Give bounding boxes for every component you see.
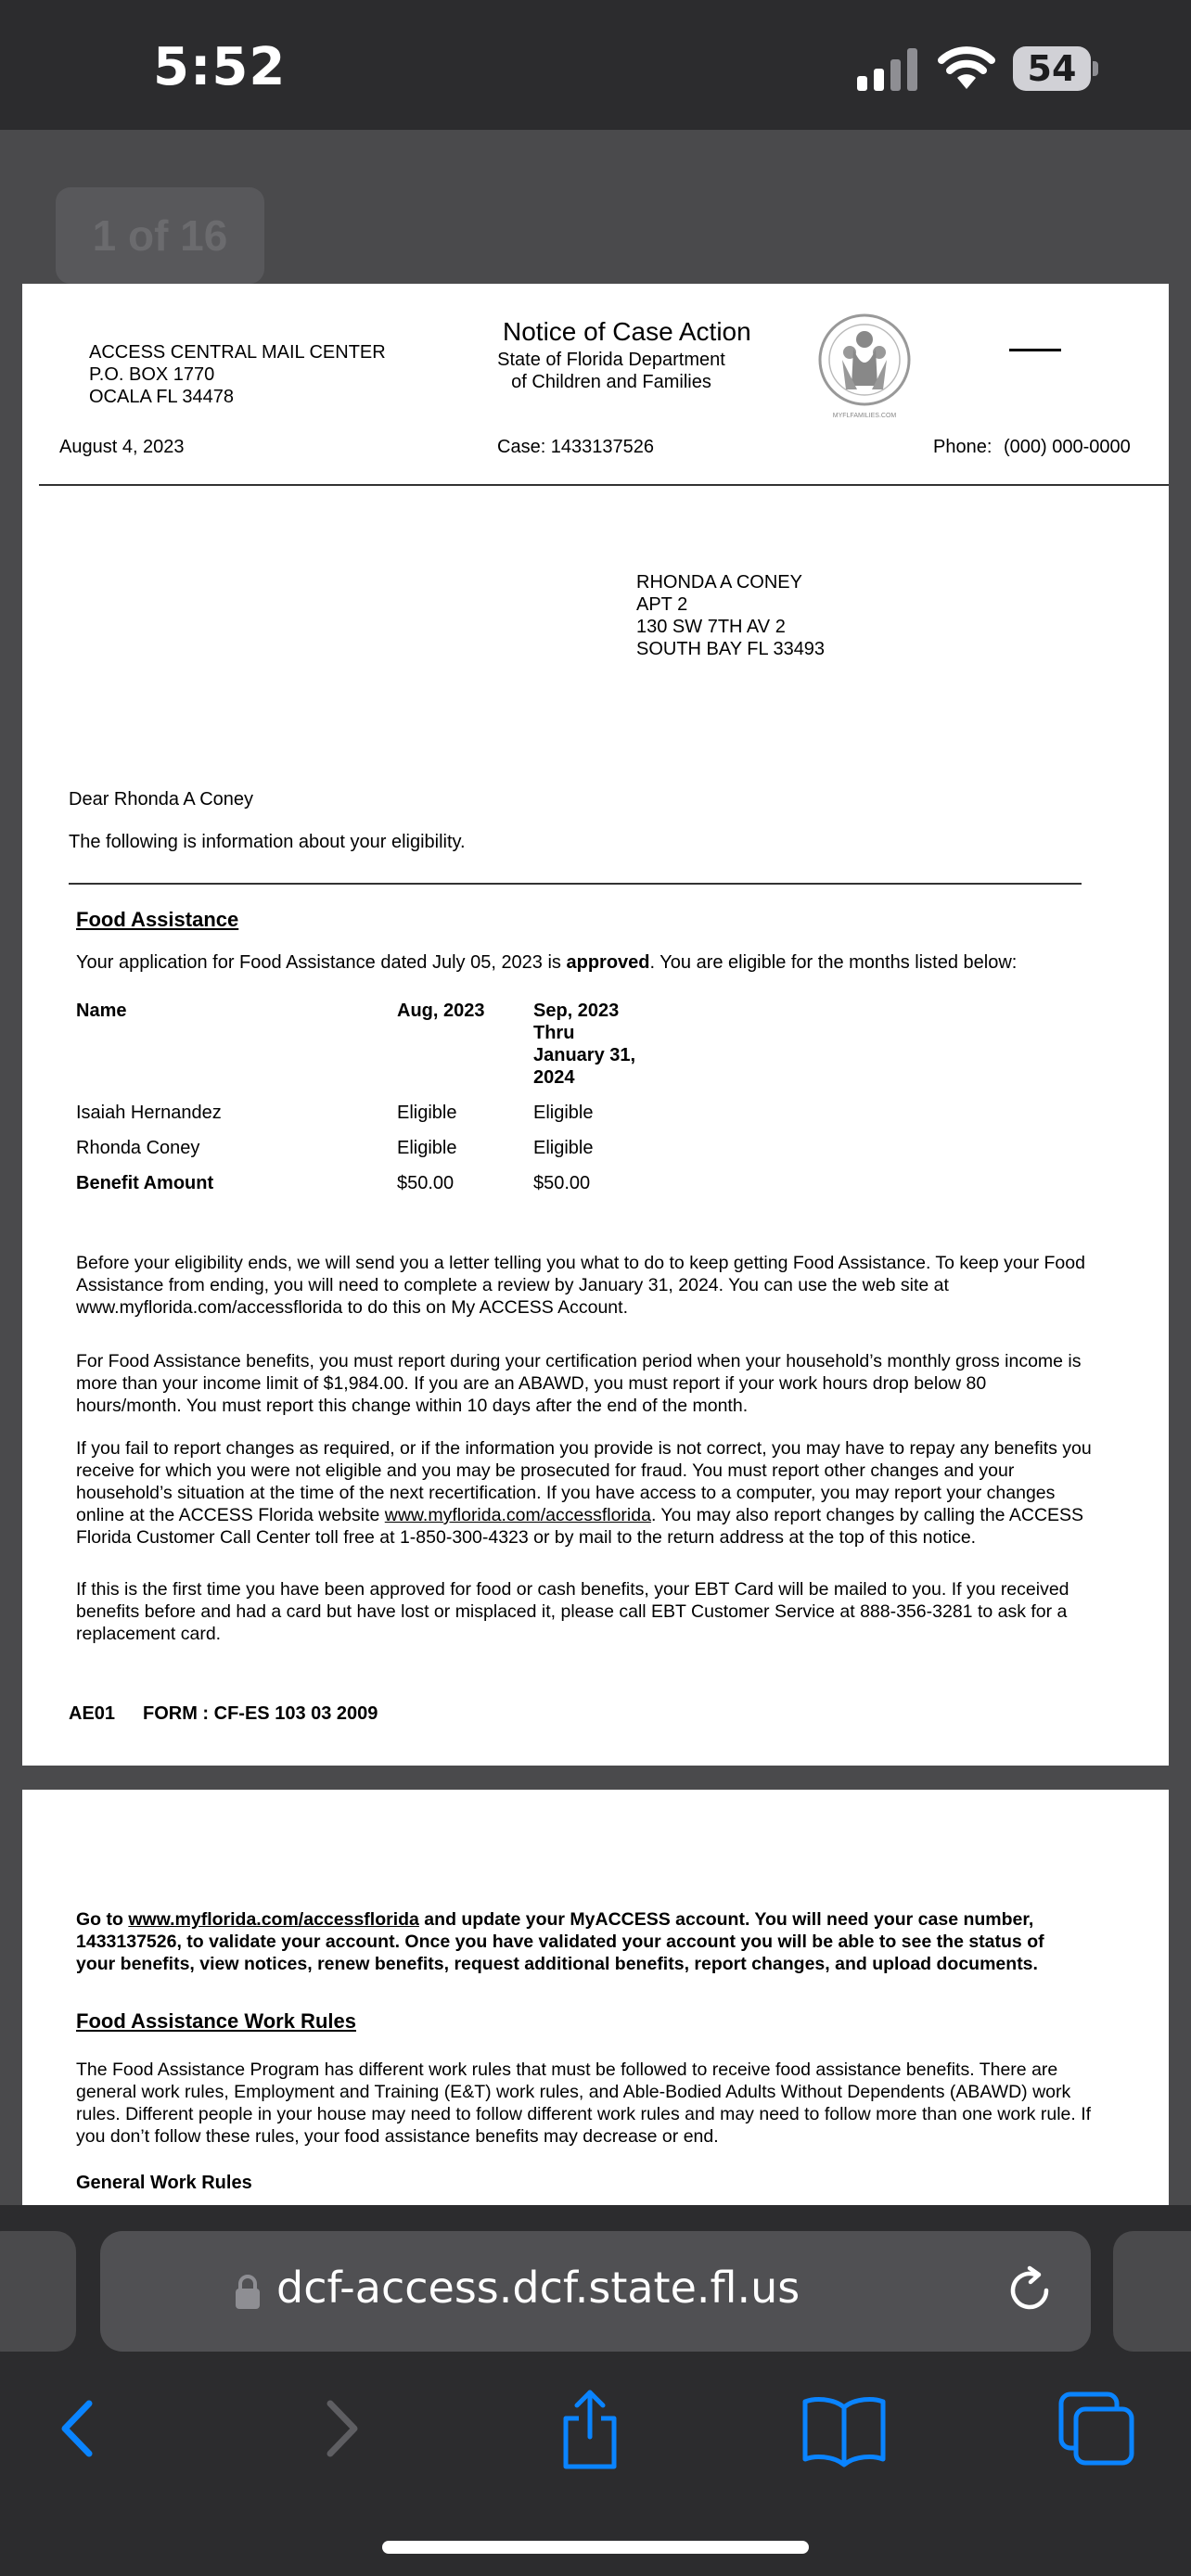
status-bar	[0, 0, 1191, 130]
back-icon[interactable]	[33, 2387, 126, 2470]
battery-icon	[1013, 46, 1098, 91]
notice-date: August 4, 2023	[59, 437, 185, 457]
review-paragraph: Before your eligibility ends, we will send you a letter telling you what to do to keep getting Food Assistance. To keep your Food Assistance from ending, you will need to complete a review by January 31, 2024. You can use the web site at www.myflorida.com/accessflorida to do this on My ACCESS Account.	[76, 1253, 1085, 1318]
table-row-2-sep: Eligible	[533, 1138, 594, 1158]
reporting-paragraph: For Food Assistance benefits, you must report during your certification period when your household’s monthly gross income is more than your income limit of $1,984.00. If you are an ABAWD, you must report if your work hours drop below 80 hours/month. You must report this change within 10 days after the end of the month.	[76, 1351, 1082, 1416]
battery-level: 54	[1013, 46, 1091, 91]
table-header-jan: January 31,	[533, 1045, 636, 1065]
table-header-sep: Sep, 2023	[533, 1001, 620, 1021]
notice-title: Notice of Case Action	[503, 317, 751, 346]
footer-code: AE01	[69, 1703, 116, 1724]
table-row-2-name: Rhonda Coney	[76, 1138, 200, 1158]
sender-line-3: OCALA FL 34478	[89, 387, 235, 407]
accessflorida-link-2[interactable]: www.myflorida.com/accessflorida	[128, 1909, 419, 1930]
table-header-thru: Thru	[533, 1023, 575, 1043]
recipient-line-3: 130 SW 7TH AV 2	[636, 617, 786, 637]
table-header-name: Name	[76, 1001, 127, 1021]
table-row-benefit-aug: $50.00	[397, 1173, 455, 1193]
table-row-2-aug: Eligible	[397, 1138, 457, 1158]
tabs-icon[interactable]	[1050, 2387, 1143, 2470]
agency-line-2: of Children and Families	[511, 372, 711, 392]
bookmarks-icon[interactable]	[798, 2387, 890, 2470]
reload-icon[interactable]	[1002, 2263, 1057, 2318]
sender-line-1: ACCESS CENTRAL MAIL CENTER	[89, 342, 386, 363]
section-title-food-assistance: Food Assistance	[76, 908, 239, 931]
document-viewer[interactable]	[0, 130, 1191, 2205]
seal-text: MYFLFAMILIES.COM	[832, 413, 897, 419]
case-number: Case: 1433137526	[497, 437, 655, 457]
share-icon[interactable]	[544, 2387, 636, 2470]
section-title-work-rules: Food Assistance Work Rules	[76, 2009, 356, 2033]
next-tab-preview[interactable]	[1113, 2231, 1191, 2352]
document-page-2	[22, 1790, 1169, 2205]
section-rule	[69, 883, 1082, 885]
home-indicator[interactable]	[382, 2541, 809, 2554]
phone-label: Phone:	[933, 437, 992, 457]
previous-tab-preview[interactable]	[0, 2231, 76, 2352]
url-text[interactable]: dcf-access.dcf.state.fl.us	[276, 2263, 800, 2313]
general-work-rules-title: General Work Rules	[76, 2173, 252, 2193]
header-dash	[1009, 349, 1061, 351]
browser-toolbar	[0, 2205, 1191, 2576]
work-rules-paragraph: The Food Assistance Program has different work rules that must be followed to receive food assistance benefits. There are general work rules, Employment and Training (E&T) work rules, and Able-Bodied Adults Without Dependents (ABAWD) work rules. Different people in your house may need to follow different work rules and may need to follow more than one work rule. If you don’t follow these rules, your food assistance benefits may decrease or end.	[76, 2060, 1092, 2147]
table-row-benefit-label: Benefit Amount	[76, 1173, 214, 1193]
cellular-signal-icon	[857, 48, 918, 91]
table-row-1-aug: Eligible	[397, 1103, 457, 1123]
header-rule	[39, 484, 1169, 486]
lock-icon	[234, 2273, 262, 2310]
table-row-1-name: Isaiah Hernandez	[76, 1103, 222, 1123]
recipient-line-2: APT 2	[636, 594, 688, 615]
changes-paragraph: If you fail to report changes as required, or if the information you provide is not correct, you may have to repay any benefits you receive for which you were not eligible and you may be prosecuted for fraud. You must report other changes and your household’s situation at the time of the next recertification. If you have access to a computer, you may report your changes online at the ACCESS Florida website www.myflorida.com/accessflorida. You may also report changes by calling the ACCESS Florida Customer Call Center toll free at 1-850-300-4323 or by mail to the return address at the top of this notice.	[76, 1438, 1092, 1548]
accessflorida-link[interactable]: www.myflorida.com/accessflorida	[384, 1505, 651, 1525]
approval-status: approved	[566, 952, 650, 973]
table-header-year: 2024	[533, 1067, 575, 1088]
table-header-aug: Aug, 2023	[397, 1001, 485, 1021]
intro-text: The following is information about your eligibility.	[69, 832, 466, 852]
agency-line-1: State of Florida Department	[497, 350, 725, 370]
recipient-line-4: SOUTH BAY FL 33493	[636, 639, 826, 659]
clock: 5:52	[153, 37, 287, 97]
ebt-paragraph: If this is the first time you have been approved for food or cash benefits, your EBT Card will be mailed to you. If you received benefits before and had a card but have lost or misplaced it, please call EBT Customer Service at 888-356-3281 to ask for a replacement card.	[76, 1579, 1069, 1644]
recipient-line-1: RHONDA A CONEY	[636, 572, 802, 593]
footer-form: FORM : CF-ES 103 03 2009	[143, 1703, 378, 1724]
table-row-1-sep: Eligible	[533, 1103, 594, 1123]
greeting: Dear Rhonda A Coney	[69, 789, 254, 810]
table-row-benefit-sep: $50.00	[533, 1173, 591, 1193]
wifi-icon	[937, 43, 996, 91]
approval-sentence: Your application for Food Assistance dated July 05, 2023 is approved. You are eligible for the months listed below:	[76, 952, 1018, 973]
forward-icon[interactable]	[293, 2387, 386, 2470]
dcf-seal-logo	[809, 312, 920, 423]
phone-number: (000) 000-0000	[1004, 437, 1131, 457]
page-indicator: 1 of 16	[56, 187, 264, 284]
goto-paragraph: Go to www.myflorida.com/accessflorida and update your MyACCESS account. You will need your case number, 1433137526, to validate your account. Once you have validated your account you will be able to see the status of your benefits, view notices, renew benefits, request additional benefits, report changes, and upload documents.	[76, 1909, 1044, 1974]
sender-line-2: P.O. BOX 1770	[89, 364, 215, 385]
document-page-1	[22, 284, 1169, 1766]
